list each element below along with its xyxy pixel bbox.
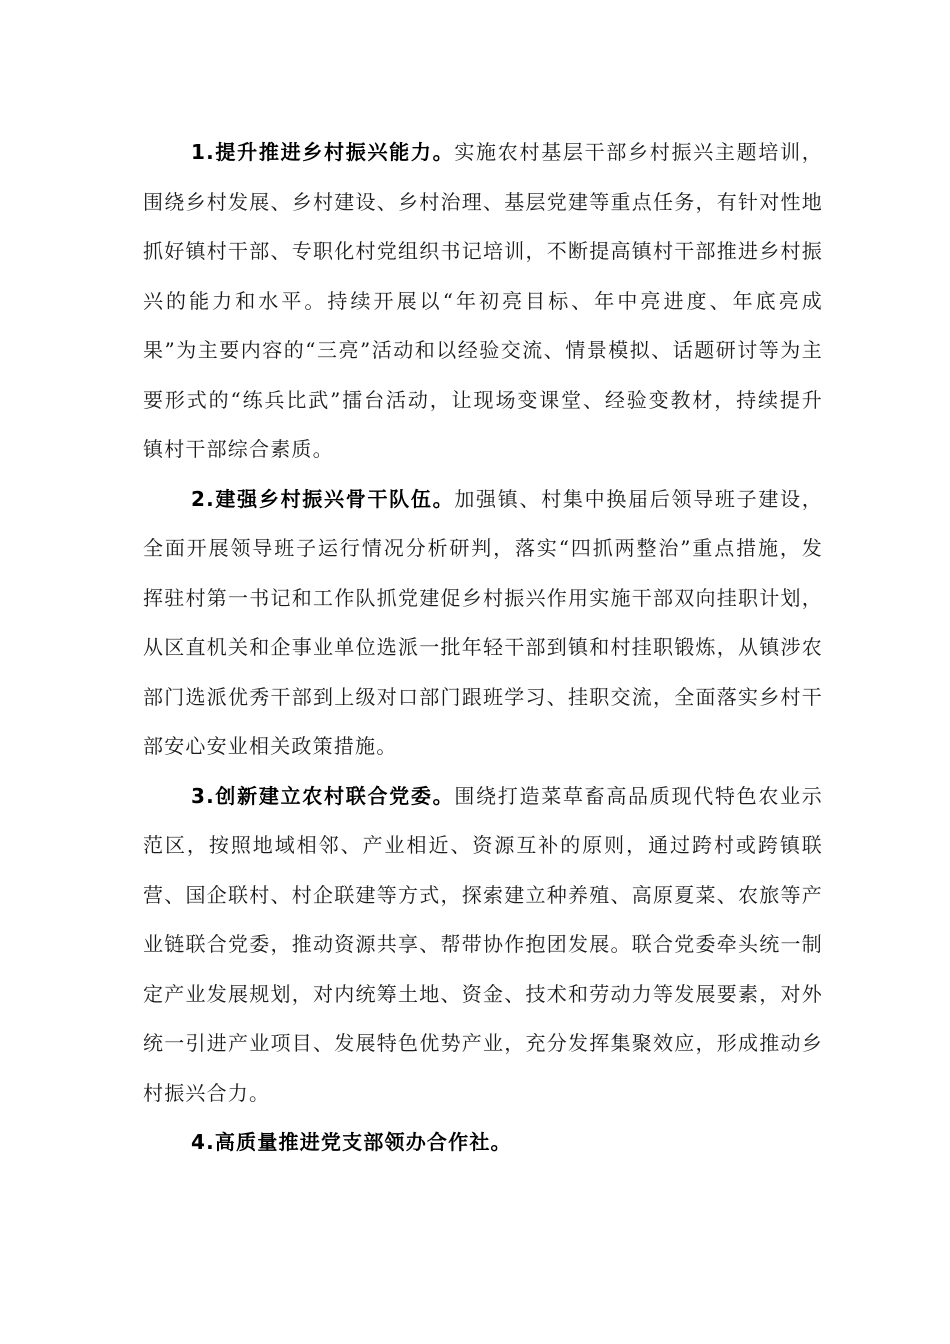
paragraph-1-body: 实施农村基层干部乡村振兴主题培训，围绕乡村发展、乡村建设、乡村治理、基层党建等重点任务，有针对性地抓好镇村干部、专职化村党组织书记培训，不断提高镇村干部推进乡村振兴的能力和水平。持续开展以“年初亮目标、年中亮进度、年底亮成果”为主要内容的“三亮”活动和以经验交流、情景模拟、话题研讨等为主要形式的“练兵比武”擂台活动，让现场变课堂、经验变教材，持续提升镇村干部综合素质。	[143, 140, 823, 461]
paragraph-2-body: 加强镇、村集中换届后领导班子建设，全面开展领导班子运行情况分析研判，落实“四抓两整治”重点措施，发挥驻村第一书记和工作队抓党建促乡村振兴作用实施干部双向挂职计划，从区直机关和企事业单位选派一批年轻干部到镇和村挂职锻炼，从镇涉农部门选派优秀干部到上级对口部门跟班学习、挂职交流，全面落实乡村干部安心安业相关政策措施。	[143, 486, 823, 758]
paragraph-1-heading: 1.提升推进乡村振兴能力。	[191, 140, 455, 164]
paragraph-2-heading: 2.建强乡村振兴骨干队伍。	[191, 486, 455, 511]
paragraph-4-heading: 4.高质量推进党支部领办合作社。	[191, 1130, 512, 1154]
paragraph-3	[143, 772, 823, 1119]
paragraph-1	[143, 128, 823, 475]
paragraph-2	[143, 475, 823, 772]
paragraph-3-heading: 3.创新建立农村联合党委。	[191, 783, 455, 808]
paragraph-4	[143, 1118, 823, 1168]
paragraph-3-body: 围绕打造菜草畜高品质现代特色农业示范区，按照地域相邻、产业相近、资源互补的原则，通过跨村或跨镇联营、国企联村、村企联建等方式，探索建立种养殖、高原夏菜、农旅等产业链联合党委，推动资源共享、帮带协作抱团发展。联合党委牵头统一制定产业发展规划，对内统筹土地、资金、技术和劳动力等发展要素，对外统一引进产业项目、发展特色优势产业，充分发挥集聚效应，形成推动乡村振兴合力。	[143, 783, 823, 1105]
document-body	[143, 128, 823, 1168]
